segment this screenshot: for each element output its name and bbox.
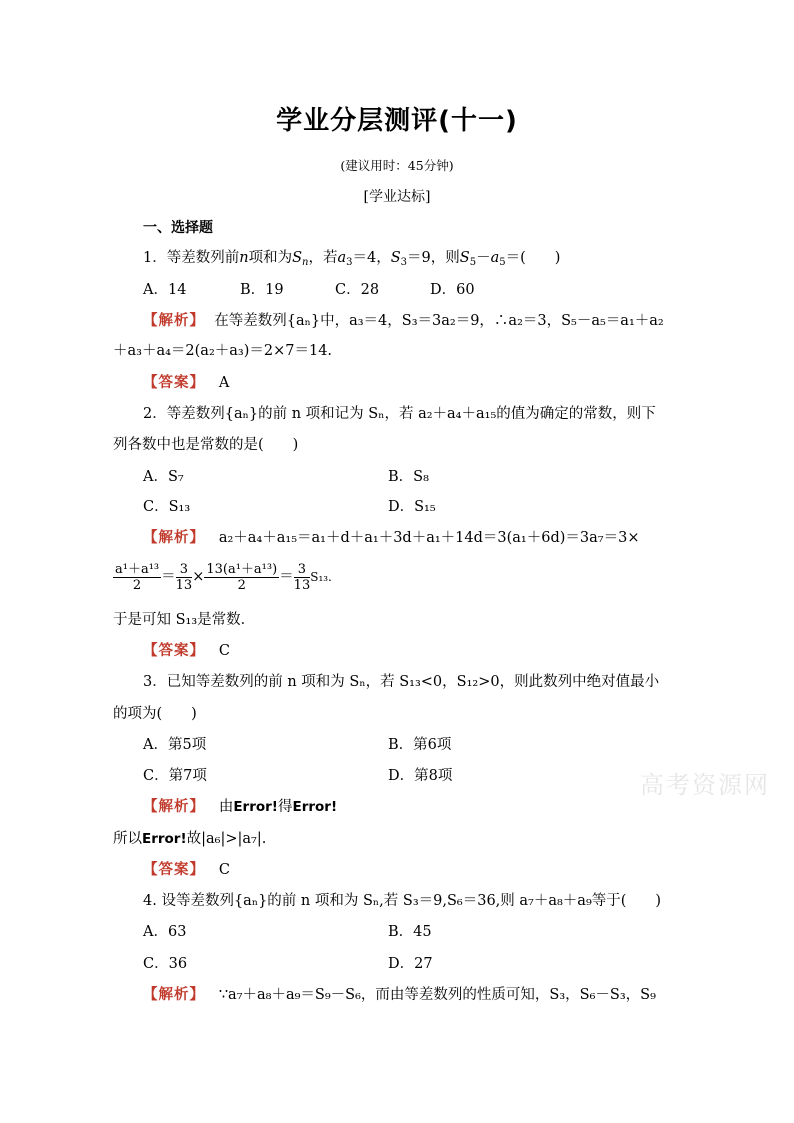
page-title: 学业分层测评(十一) — [276, 106, 518, 136]
fraction: $\frac{\text{13(a¹＋a¹³)}}{2}$ — [206, 561, 278, 593]
q2-analysis-fractions: $\frac{\text{a¹＋a¹³}}{2}$ ＝ $\frac{3}{13}$ × $\frac{\text{13(a¹＋a¹³)}}{2}$ ＝ $\frac{3}{13}$ S₁₃. — [115, 561, 332, 593]
q3-analysis-cont: 所以Error!故|a₆|>|a₇|. — [113, 831, 267, 847]
q2-option-c: C．S₁₃ — [143, 499, 191, 515]
q4-analysis: 【解析】 ∵a₇＋a₈＋a₉＝S₉－S₆，而由等差数列的性质可知，S₃，S₆－S₃，S₉ — [143, 987, 656, 1003]
q2-answer: 【答案】 C — [143, 643, 230, 659]
fraction: $\frac{3}{13}$ — [175, 561, 193, 593]
suggested-time: (建议用时：45分钟) — [340, 158, 454, 173]
q1-option-d: D．60 — [430, 282, 475, 298]
q1-analysis: 【解析】 在等差数列{aₙ}中，a₃＝4，S₃＝3a₂＝9，∴a₂＝3，S₅－a₅＝a₁＋a₂ — [143, 313, 664, 329]
q2-conclusion: 于是可知 S₁₃是常数． — [113, 612, 256, 628]
q4-option-c: C．36 — [143, 956, 188, 972]
q1-option-c: C．28 — [335, 282, 380, 298]
q1-option-a: A．14 — [143, 282, 187, 298]
q3-stem-cont: 的项为( ) — [113, 706, 197, 722]
fraction: $\frac{3}{13}$ — [293, 561, 311, 593]
q1-stem: 1．等差数列前n项和为$S_n$，若$a_3=4$，$S_3=9$，则$S_5-a_5=$( ) — [143, 250, 561, 268]
q2-option-a: A．S₇ — [143, 469, 184, 485]
q4-option-b: B．45 — [388, 924, 432, 940]
q3-option-d: D．第8项 — [388, 768, 453, 784]
q4-option-d: D．27 — [388, 956, 433, 972]
section-tag: [学业达标] — [363, 189, 431, 205]
q2-analysis: 【解析】 a₂＋a₄＋a₁₅＝a₁＋d＋a₁＋3d＋a₁＋14d＝3(a₁＋6d)＝3a₇＝3× — [143, 530, 640, 546]
watermark: 高考资源网 — [640, 771, 770, 799]
section-heading: 一、选择题 — [143, 220, 213, 236]
fraction: $\frac{\text{a¹＋a¹³}}{2}$ — [115, 561, 160, 593]
q1-analysis-cont: ＋a₃＋a₄＝2(a₂＋a₃)＝2×7＝14. — [113, 343, 333, 359]
analysis-label: 【解析】 — [143, 313, 205, 329]
q2-stem-cont: 列各数中也是常数的是( ) — [113, 437, 299, 453]
q3-analysis: 【解析】 由Error!得Error! — [143, 799, 338, 815]
q2-stem: 2．等差数列{aₙ}的前 n 项和记为 Sₙ，若 a₂＋a₄＋a₁₅的值为确定的常数，则下 — [143, 406, 656, 422]
q4-option-a: A．63 — [143, 924, 187, 940]
q1-answer: 【答案】 A — [143, 375, 230, 391]
q3-option-b: B．第6项 — [388, 737, 452, 753]
q3-option-a: A．第5项 — [143, 737, 207, 753]
q1-option-b: B．19 — [240, 282, 284, 298]
q2-option-b: B．S₈ — [388, 469, 429, 485]
q3-option-c: C．第7项 — [143, 768, 207, 784]
q3-stem: 3．已知等差数列的前 n 项和为 Sₙ，若 S₁₃<0，S₁₂>0，则此数列中绝对值最小 — [143, 674, 660, 690]
q4-stem: 4. 设等差数列{aₙ}的前 n 项和为 Sₙ,若 S₃＝9,S₆＝36,则 a₇＋a₈＋a₉等于( ) — [143, 893, 662, 909]
q3-answer: 【答案】 C — [143, 862, 230, 878]
q2-option-d: D．S₁₅ — [388, 499, 436, 515]
answer-label: 【答案】 — [143, 375, 205, 391]
